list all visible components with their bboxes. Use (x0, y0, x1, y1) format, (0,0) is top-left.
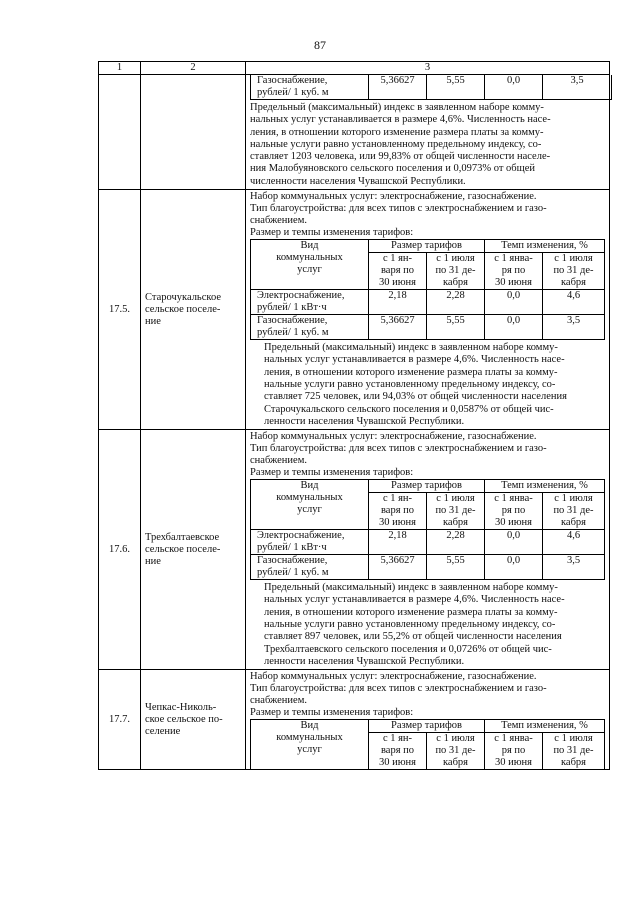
header-col-1: 1 (99, 62, 141, 75)
elec-row: Электроснабжение, рублей/ 1 кВт·ч 2,18 2,28 0,0 4,6 (251, 290, 605, 315)
elec-row: Электроснабжение, рублей/ 1 кВт·ч 2,18 2,28 0,0 4,6 (251, 530, 605, 555)
tariff-table: Вид коммунальных услуг Размер тарифов Темп изменения, % с 1 ян- варя по 30 июня с 1 июля по 31 де- кабря с 1 янва- ря по 30 июня с 1 июля по 31 де- кабря Электроснабжение, рублей/ 1 кВт·ч 2,18 2,28 0,0 4,6 Газоснабжение, рублей/ 1 куб. м 5,36627 5,55 0,0 3,5 (250, 239, 605, 340)
header-col-2: 2 (141, 62, 246, 75)
type-line: Тип благоустройства: для всех типов с электроснабжением и газо- (250, 443, 547, 455)
settlement-name: Старочукальское сельское поселе- ние (141, 190, 246, 430)
header-col-3: 3 (246, 62, 610, 75)
rate-header: Темп изменения, % (485, 480, 605, 493)
gas-label: Газоснабжение, рублей/ 1 куб. м (251, 75, 369, 100)
limit-paragraph: Предельный (максимальный) индекс в заявленном наборе комму- нальных услуг устанавливается в размере 4,6%. Численность насе- ления, в отношении которого изменение размера платы за комму- нальные услуги равно установленному предельному индексу, со- ставляет 725 человек, или 94,03% от общей численности населения Старочукальского сельского поселения и 0,0587% от общей чис- ленности населения Чувашской Республики. (264, 342, 567, 427)
limit-paragraph: Предельный (максимальный) индекс в заявленном наборе комму- нальных услуг устанавливается в размере 4,6%. Численность насе- ления, в отношении которого изменение размера платы за комму- нальные услуги равно установленному предельному индексу, со- ставляет 1203 человека, или 99,83% от общей численности населе- ния Малобуяновского сельского поселения и 0,0973% от общей численности населения Чувашской Республики. (250, 102, 551, 187)
header-row (99, 62, 610, 75)
limit-paragraph: Предельный (максимальный) индекс в заявленном наборе комму- нальных услуг устанавливается в размере 4,6%. Численность насе- ления, в отношении которого изменение размера платы за комму- нальные услуги равно установленному предельному индексу, со- ставляет 897 человек, или 55,2% от общей численности населения Трехбалтаевского сельского поселения и 0,0726% от общей чис- ленности населения Чувашской Республики. (264, 582, 565, 667)
services-line: Набор коммунальных услуг: электроснабжение, газоснабжение. (250, 431, 537, 443)
tariff-table: Вид коммунальных услуг Размер тарифов Темп изменения, % с 1 ян- варя по 30 июня с 1 июля по 31 де- кабря с 1 янва- ря по 30 июня с 1 июля по 31 де- кабря (250, 719, 605, 769)
row-number: 17.5. (99, 190, 141, 430)
rate-header: Темп изменения, % (485, 720, 605, 733)
size-header: Размер тарифов (369, 720, 485, 733)
rates-heading: Размер и темпы изменения тарифов: (250, 467, 414, 479)
settlement-name: Чепкас-Николь- ское сельское по- селение (141, 670, 246, 770)
row-number: 17.7. (99, 670, 141, 770)
table-row: 17.6. Трехбалтаевское сельское поселе- ние Набор коммунальных услуг: электроснабжение, газоснабжение. Тип благоустройства: для всех типов с электроснабжением и газо- снабжением. Размер и темпы изменения тарифов: Вид коммунальных услуг Размер тарифов Темп изменения, % с 1 ян- варя по 30 июня с 1 июля по 31 де- кабря с 1 янва- ря по 30 июня с 1 июля по 31 де- кабря Электроснабжение, рублей/ 1 кВт·ч 2,18 2,28 0,0 4,6 Газоснабжение, рублей/ 1 куб. м 5,36627 5,55 0,0 3,5 Предельный (максимальный) индекс в заявленном наборе комму- нальных услуг устанавливается в размере 4,6%. Численность насе- ления, в отношении которого изменение размера платы за комму- нальные услуги равно установленному предельному индексу, со- ставляет 897 человек, или 55,2% от общей численности населения Трехбалтаевского сельского поселения и 0,0726% от общей чис- ленности населения Чувашской Республики. (99, 430, 610, 670)
kind-header: Вид коммунальных услуг (251, 720, 369, 770)
size-header: Размер тарифов (369, 480, 485, 493)
services-line: Набор коммунальных услуг: электроснабжение, газоснабжение. (250, 191, 537, 203)
size-header: Размер тарифов (369, 240, 485, 253)
gas-row: Газоснабжение, рублей/ 1 куб. м 5,36627 5,55 0,0 3,5 (251, 315, 605, 340)
kind-header: Вид коммунальных услуг (251, 480, 369, 530)
tariff-table-continuation: Газоснабжение, рублей/ 1 куб. м 5,36627 5,55 0,0 3,5 (250, 75, 612, 100)
row-number: 17.6. (99, 430, 141, 670)
rates-heading: Размер и темпы изменения тарифов: (250, 707, 414, 719)
tariff-table: Вид коммунальных услуг Размер тарифов Темп изменения, % с 1 ян- варя по 30 июня с 1 июля по 31 де- кабря с 1 янва- ря по 30 июня с 1 июля по 31 де- кабря Электроснабжение, рублей/ 1 кВт·ч 2,18 2,28 0,0 4,6 Газоснабжение, рублей/ 1 куб. м 5,36627 5,55 0,0 3,5 (250, 479, 605, 580)
document-table (98, 61, 610, 770)
table-row: 17.7. Чепкас-Николь- ское сельское по- селение Набор коммунальных услуг: электроснабжение, газоснабжение. Тип благоустройства: для всех типов с электроснабжением и газо- снабжением. Размер и темпы изменения тарифов: Вид коммунальных услуг Размер тарифов Темп изменения, % с 1 ян- варя по 30 июня с 1 июля по 31 де- кабря с 1 янва- ря по 30 июня с 1 июля по 31 де- кабря (99, 670, 610, 770)
gas-row: Газоснабжение, рублей/ 1 куб. м 5,36627 5,55 0,0 3,5 (251, 555, 605, 580)
continuation-row (99, 75, 610, 190)
settlement-name: Трехбалтаевское сельское поселе- ние (141, 430, 246, 670)
services-line: Набор коммунальных услуг: электроснабжение, газоснабжение. (250, 671, 537, 683)
kind-header: Вид коммунальных услуг (251, 240, 369, 290)
page-number: 87 (314, 38, 326, 52)
type-line: Тип благоустройства: для всех типов с электроснабжением и газо- (250, 683, 547, 695)
table-row: 17.5. Старочукальское сельское поселе- ние Набор коммунальных услуг: электроснабжение, газоснабжение. Тип благоустройства: для всех типов с электроснабжением и газо- снабжением. Размер и темпы изменения тарифов: Вид коммунальных услуг Размер тарифов Темп изменения, % с 1 ян- варя по 30 июня с 1 июля по 31 де- кабря с 1 янва- ря по 30 июня с 1 июля по 31 де- кабря Электроснабжение, рублей/ 1 кВт·ч 2,18 2,28 0,0 4,6 Газоснабжение, рублей/ 1 куб. м 5,36627 5,55 0,0 3,5 Предельный (максимальный) индекс в заявленном наборе комму- нальных услуг устанавливается в размере 4,6%. Численность насе- ления, в отношении которого изменение размера платы за комму- нальные услуги равно установленному предельному индексу, со- ставляет 725 человек, или 94,03% от общей численности населения Старочукальского сельского поселения и 0,0587% от общей чис- ленности населения Чувашской Республики. (99, 190, 610, 430)
type-line: Тип благоустройства: для всех типов с электроснабжением и газо- (250, 203, 547, 215)
rate-header: Темп изменения, % (485, 240, 605, 253)
rates-heading: Размер и темпы изменения тарифов: (250, 227, 414, 239)
